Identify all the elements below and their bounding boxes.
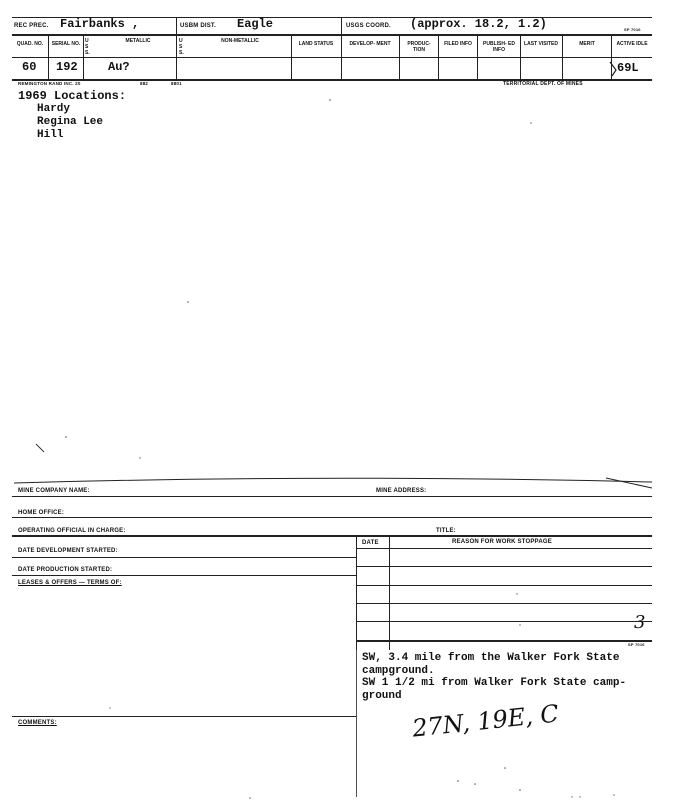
home-office-label: HOME OFFICE: [18,510,65,516]
form-line [12,716,356,717]
date-prod-started-label: DATE PRODUCTION STARTED: [18,567,113,573]
row-metallic: Au? [108,60,130,74]
stoppage-row-line [356,548,652,549]
col-quad-no: QUAD. NO. [16,41,44,47]
form-line [12,517,652,518]
stoppage-bottom-line [356,640,652,642]
title-label: TITLE: [436,528,456,534]
col-active-idle: ACTIVE IDLE [616,41,648,47]
rec-prec-label: REC PREC. [14,23,49,29]
remark-line: SW 1 1/2 mi from Walker Fork State camp- [362,677,627,689]
location-name: Hardy [37,103,71,115]
col-metallic: METALLIC [125,38,151,44]
form-line [12,557,356,558]
comments-label: COMMENTS: [18,720,57,726]
remark-line: SW, 3.4 mile from the Walker Fork State [362,652,620,664]
rec-prec-value: Fairbanks , [60,17,140,31]
printer-code-1: 882 [140,81,149,86]
location-name: Regina Lee [37,116,104,128]
stoppage-row-line [356,621,652,622]
row-serial-no: 192 [56,60,78,74]
mine-company-label: MINE COMPANY NAME: [18,488,90,494]
col-published-info: PUBLISH- ED INFO [483,41,515,53]
locations-title: 1969 Locations: [18,89,127,103]
row-active-idle: 69L [617,61,639,75]
reason-column-label: REASON FOR WORK STOPPAGE [452,539,552,545]
form-line [12,535,652,537]
usbm-dist-label: USBM DIST. [180,23,217,29]
operating-official-label: OPERATING OFFICIAL IN CHARGE: [18,528,126,534]
col-last-visited: LAST VISITED [524,41,558,47]
stoppage-left-line [356,535,357,650]
form-line [12,496,652,497]
col-filed-info: FILED INFO [444,41,472,47]
handwritten-mark: 3 [634,612,646,633]
date-dev-started-label: DATE DEVELOPMENT STARTED: [18,548,118,554]
stoppage-row-line [356,585,652,586]
form-line [12,575,356,576]
usgs-coord-label: USGS COORD. [346,23,391,29]
col-development: DEVELOP- MENT [349,41,391,47]
stoppage-row-line [356,566,652,567]
stoppage-form-code: SP 7016 [628,642,645,647]
col-serial-no: SERIAL NO. [51,41,81,47]
printer-code-2: 8801 [171,81,182,86]
usgs-coord-value: (approx. 18.2, 1.2) [410,17,547,31]
printer-mark: REMINGTON RAND INC. 20 [18,81,81,86]
leases-label: LEASES & OFFERS — TERMS OF: [18,580,122,586]
mine-address-label: MINE ADDRESS: [376,488,427,494]
handwritten-location: 27N, 19E, C [410,699,561,743]
row-quad-no: 60 [22,60,37,74]
usbm-dist-value: Eagle [237,17,274,31]
remark-line: campground. [362,665,435,677]
stoppage-date-line [389,535,390,650]
date-column-label: DATE [362,540,379,546]
col-uss-2: U S S. [179,38,184,56]
col-uss: U S S. [85,38,90,56]
col-land-status: LAND STATUS [298,41,334,47]
col-non-metallic: NON-METALLIC [221,38,259,44]
col-merit: MERIT [579,41,595,47]
remark-line: ground [362,690,402,702]
comments-divider [356,650,357,797]
col-production: PRODUC- TION [407,41,431,53]
form-code: SP 7016 [624,27,641,32]
stoppage-row-line [356,603,652,604]
agency-label: TERRITORIAL DEPT. OF MINES [503,81,583,87]
location-name: Hill [37,129,64,141]
